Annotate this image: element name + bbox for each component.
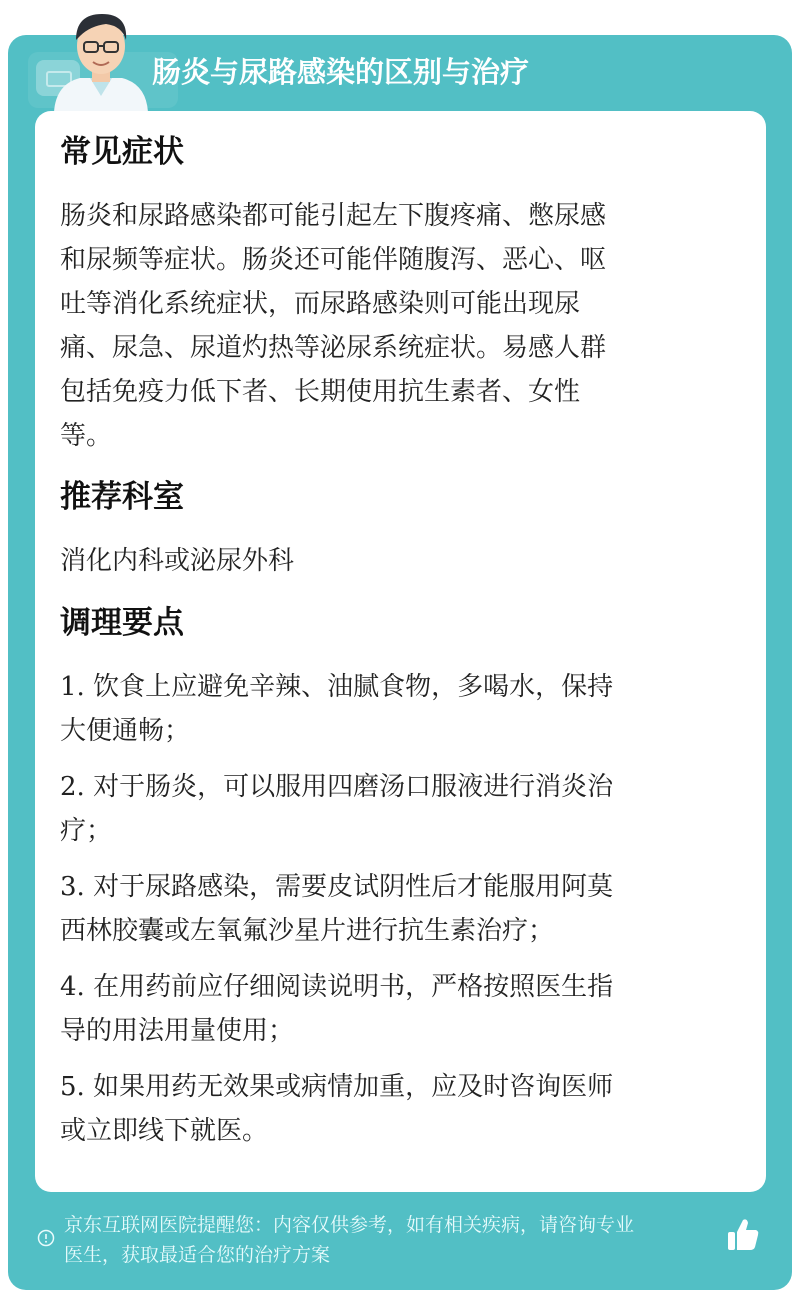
doctor-avatar <box>46 6 156 112</box>
symptoms-line: 包括免疫力低下者、长期使用抗生素者、女性 <box>60 377 581 407</box>
list-item <box>60 765 725 853</box>
disclaimer <box>64 1210 729 1270</box>
list-item <box>60 1065 725 1153</box>
department-title: 推荐科室 <box>60 479 184 515</box>
item-number: 1. <box>60 672 85 702</box>
department-text: 消化内科或泌尿外科 <box>60 546 295 576</box>
symptoms-line: 和尿频等症状。肠炎还可能伴随腹泻、恶心、呕 <box>60 245 607 275</box>
list-item <box>60 665 725 753</box>
care-title: 调理要点 <box>60 605 184 641</box>
list-item <box>60 865 725 953</box>
item-text: 饮食上应避免辛辣、油腻食物，多喝水，保持 <box>93 672 614 702</box>
item-text: 导的用法用量使用； <box>60 1016 295 1046</box>
care-list <box>60 665 725 1153</box>
item-number: 4. <box>60 972 85 1002</box>
disclaimer-line: 医生，获取最适合您的治疗方案 <box>64 1244 331 1266</box>
symptoms-line: 吐等消化系统症状，而尿路感染则可能出现尿 <box>60 289 581 319</box>
item-text: 西林胶囊或左氧氟沙星片进行抗生素治疗； <box>60 916 555 946</box>
symptoms-title: 常见症状 <box>60 134 184 170</box>
symptoms-line: 痛、尿急、尿道灼热等泌尿系统症状。易感人群 <box>60 333 607 363</box>
thumbs-up-icon[interactable] <box>726 1216 760 1252</box>
item-text: 在用药前应仔细阅读说明书，严格按照医生指 <box>93 972 614 1002</box>
page-title: 肠炎与尿路感染的区别与治疗 <box>152 55 530 89</box>
info-icon <box>37 1229 55 1247</box>
disclaimer-line: 京东互联网医院提醒您：内容仅供参考，如有相关疾病，请咨询专业 <box>64 1214 635 1236</box>
item-text: 如果用药无效果或病情加重，应及时咨询医师 <box>93 1072 614 1102</box>
symptoms-line: 肠炎和尿路感染都可能引起左下腹疼痛、憋尿感 <box>60 201 607 231</box>
content-body <box>60 130 725 1153</box>
symptoms-paragraph <box>60 194 725 458</box>
item-text: 对于尿路感染，需要皮试阴性后才能服用阿莫 <box>93 872 614 902</box>
item-number: 2. <box>60 772 85 802</box>
item-number: 5. <box>60 1072 85 1102</box>
item-number: 3. <box>60 872 85 902</box>
list-item <box>60 965 725 1053</box>
item-text: 疗； <box>60 816 113 846</box>
symptoms-line: 等。 <box>60 421 113 451</box>
item-text: 大便通畅； <box>60 716 191 746</box>
item-text: 对于肠炎，可以服用四磨汤口服液进行消炎治 <box>93 772 614 802</box>
item-text: 或立即线下就医。 <box>60 1116 269 1146</box>
